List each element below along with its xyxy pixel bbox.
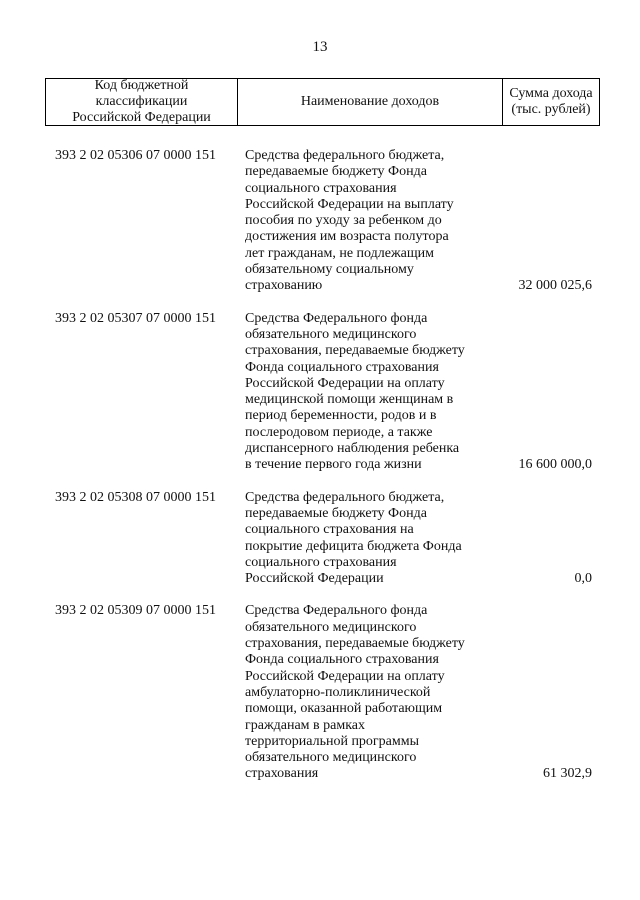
row-code: 393 2 02 05309 07 0000 151	[55, 603, 216, 619]
table-body	[45, 148, 600, 799]
header-name-label: Наименование доходов	[300, 94, 440, 109]
header-code-label: Код бюджетной классификации Российской Федерации	[72, 78, 211, 125]
row-sum-value: 32 000 025,6	[518, 278, 592, 294]
table-header	[45, 78, 600, 126]
row-sum	[502, 311, 600, 474]
row-name: Средства федерального бюджета, передаваемые бюджету Фонда социального страхования на покрытие дефицита бюджета Фонда социального страхования Российской Федерации	[245, 489, 462, 587]
row-code: 393 2 02 05308 07 0000 151	[55, 489, 216, 505]
row-sum	[502, 603, 600, 782]
header-sum-column	[503, 79, 599, 125]
row-name: Средства Федерального фонда обязательного медицинского страхования, передаваемые бюджету Фонда социального страхования Российской Федерации на оплату амбулаторно-поликлинической помощи, оказанной работающим гражданам в рамках территориальной программы обязательного медицинского страхования	[245, 603, 465, 782]
table-row	[45, 603, 600, 782]
row-sum-value: 16 600 000,0	[518, 457, 592, 473]
row-sum	[502, 148, 600, 295]
table-row	[45, 148, 600, 295]
table-row	[45, 311, 600, 474]
row-sum-value: 61 302,9	[543, 766, 592, 782]
table-row	[45, 490, 600, 588]
header-name-column	[238, 79, 503, 125]
row-sum-value: 0,0	[574, 571, 592, 587]
row-code: 393 2 02 05306 07 0000 151	[55, 148, 216, 163]
header-sum-label: Сумма дохода (тыс. рублей)	[509, 86, 593, 117]
row-name: Средства федерального бюджета, передаваемые бюджету Фонда социального страхования Российской Федерации на выплату пособия по уходу за ребенком до достижения им возраста полутора лет гражданам, не подлежащим обязательному социальному страхованию	[245, 148, 454, 294]
row-code: 393 2 02 05307 07 0000 151	[55, 310, 216, 326]
row-name: Средства Федерального фонда обязательного медицинского страхования, передаваемые бюджету Фонда социального страхования Российской Федерации на оплату медицинской помощи женщинам в период беременности, родов и в послеродовом периоде, а также диспансерного наблюдения ребенка в течение первого года жизни	[245, 310, 465, 473]
header-code-column	[46, 79, 238, 125]
page-number: 13	[312, 39, 328, 55]
row-sum	[502, 490, 600, 588]
